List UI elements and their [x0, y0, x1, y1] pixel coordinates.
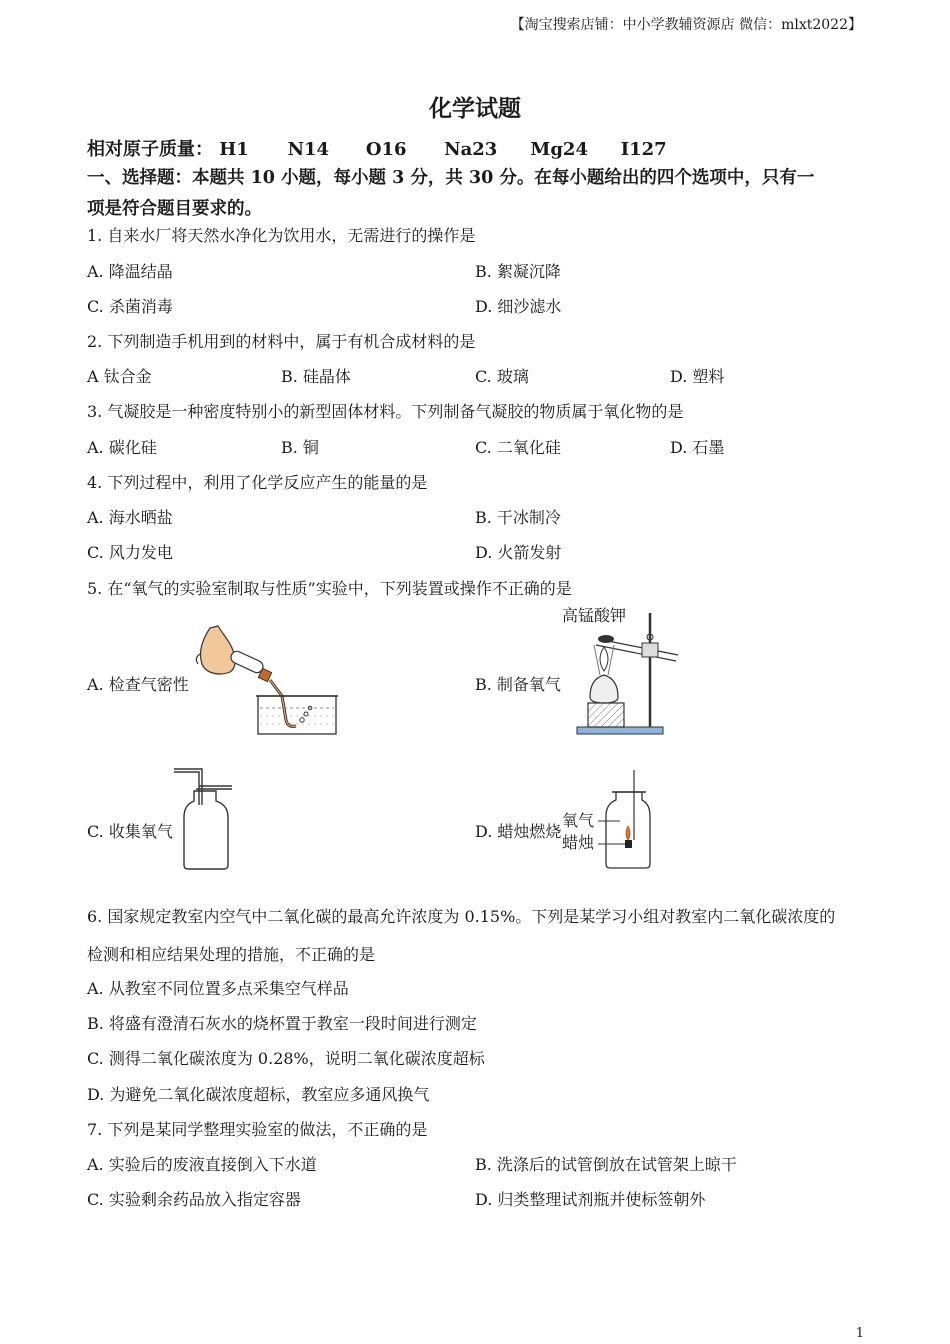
mass-h: H1	[219, 139, 249, 160]
q7-option-b: B. 洗涤后的试管倒放在试管架上晾干	[475, 1155, 737, 1174]
q6-option-d: D. 为避免二氧化碳浓度超标，教室应多通风换气	[87, 1085, 430, 1104]
q2-option-c: C. 玻璃	[475, 367, 529, 386]
q4-option-d: D. 火箭发射	[475, 543, 562, 562]
q3-option-b: B. 铜	[281, 438, 319, 457]
q6-stem-line1: 6. 国家规定教室内空气中二氧化碳的最高允许浓度为 0.15%。下列是某学习小组对教室内二氧化碳浓度的	[87, 907, 836, 926]
page-number: 1	[855, 1326, 864, 1341]
q2-stem: 2. 下列制造手机用到的材料中，属于有机合成材料的是	[87, 332, 476, 351]
q3-option-a: A. 碳化硅	[87, 438, 157, 457]
figure-airtightness-check	[190, 620, 342, 742]
q6-option-b: B. 将盛有澄清石灰水的烧杯置于教室一段时间进行测定	[87, 1014, 477, 1033]
q1-option-a: A. 降温结晶	[87, 262, 173, 281]
section-heading-line2: 项是符合题目要求的。	[87, 199, 262, 219]
mass-mg: Mg24	[530, 139, 588, 160]
q5-stem: 5. 在“氧气的实验室制取与性质”实验中，下列装置或操作不正确的是	[87, 579, 572, 598]
q5-option-a: A. 检查气密性	[87, 675, 189, 694]
q7-stem: 7. 下列是某同学整理实验室的做法，不正确的是	[87, 1120, 428, 1139]
header-note: 【淘宝搜索店铺：中小学教辅资源店 微信：mlxt2022】	[510, 17, 862, 33]
q5-option-d: D. 蜡烛燃烧	[475, 822, 562, 841]
page-title: 化学试题	[429, 95, 521, 122]
label-oxygen: 氧气	[562, 811, 595, 830]
q4-option-c: C. 风力发电	[87, 543, 173, 562]
mass-n: N14	[287, 139, 330, 160]
q7-option-c: C. 实验剩余药品放入指定容器	[87, 1190, 301, 1209]
section-heading-line1: 一、选择题：本题共 10 小题，每小题 3 分，共 30 分。在每小题给出的四个选项中，只有一	[87, 168, 815, 188]
q3-stem: 3. 气凝胶是一种密度特别小的新型固体材料。下列制备气凝胶的物质属于氧化物的是	[87, 402, 684, 421]
q4-stem: 4. 下列过程中，利用了化学反应产生的能量的是	[87, 473, 428, 492]
q6-option-a: A. 从教室不同位置多点采集空气样品	[87, 979, 349, 998]
q6-stem-line2: 检测和相应结果处理的措施，不正确的是	[87, 945, 376, 964]
q4-option-a: A. 海水晒盐	[87, 508, 173, 527]
q5-option-c: C. 收集氧气	[87, 822, 173, 841]
q2-option-d: D. 塑料	[670, 367, 725, 386]
q1-option-d: D. 细沙滤水	[475, 297, 562, 316]
q1-option-b: B. 絮凝沉降	[475, 262, 561, 281]
q4-option-b: B. 干冰制冷	[475, 508, 561, 527]
q7-option-a: A. 实验后的废液直接倒入下水道	[87, 1155, 317, 1174]
figure-oxygen-preparation	[560, 605, 680, 740]
q7-option-d: D. 归类整理试剂瓶并使标签朝外	[475, 1190, 706, 1209]
label-potassium-permanganate: 高锰酸钾	[562, 606, 627, 625]
label-candle: 蜡烛	[562, 833, 595, 852]
figure-oxygen-collection	[170, 765, 240, 875]
q1-option-c: C. 杀菌消毒	[87, 297, 173, 316]
q5-option-b: B. 制备氧气	[475, 675, 561, 694]
q1-stem: 1. 自来水厂将天然水净化为饮用水，无需进行的操作是	[87, 226, 476, 245]
q3-option-c: C. 二氧化硅	[475, 438, 561, 457]
q2-option-b: B. 硅晶体	[281, 367, 351, 386]
mass-o: O16	[365, 139, 407, 160]
atomic-masses-label: 相对原子质量：	[87, 139, 213, 160]
figure-candle-burning	[560, 768, 660, 876]
q3-option-d: D. 石墨	[670, 438, 725, 457]
atomic-masses	[87, 135, 667, 161]
mass-na: Na23	[444, 139, 498, 160]
q6-option-c: C. 测得二氧化碳浓度为 0.28%，说明二氧化碳浓度超标	[87, 1049, 485, 1068]
mass-i: I127	[620, 139, 667, 160]
q2-option-a: A 钛合金	[87, 367, 152, 386]
